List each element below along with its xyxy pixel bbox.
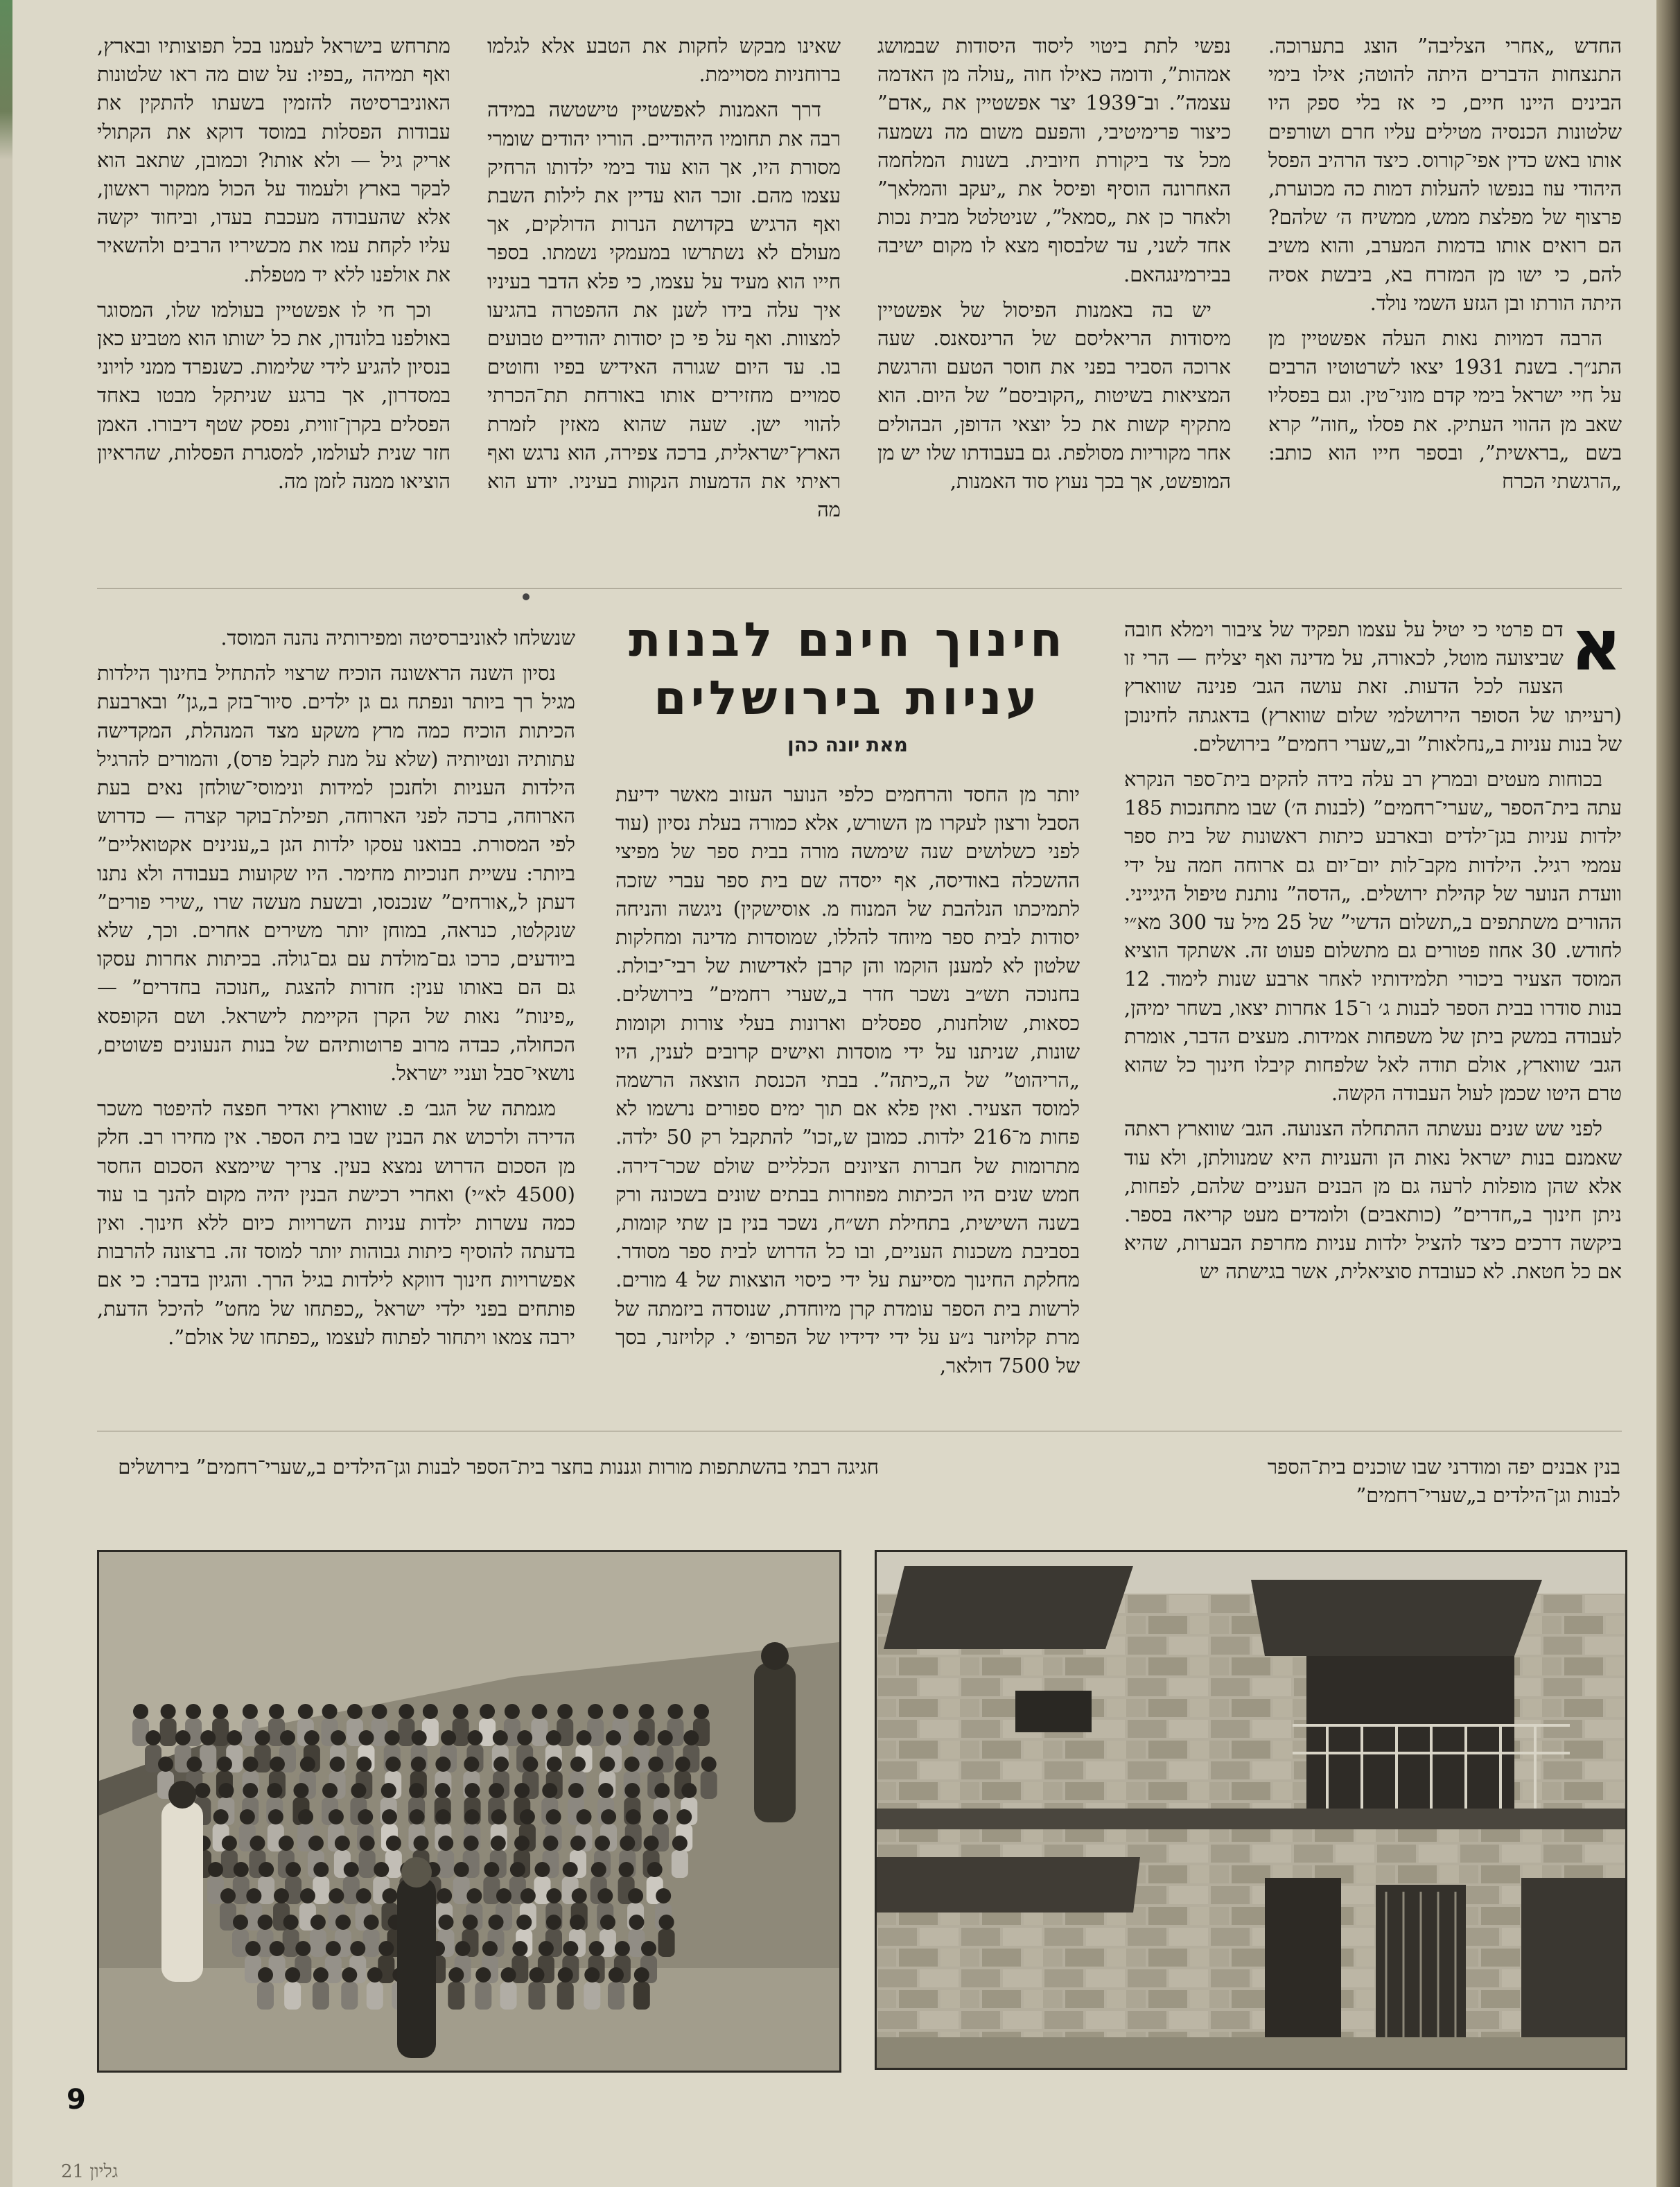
article-byline: מאת יונה כהן xyxy=(787,733,908,756)
photo-school-building xyxy=(875,1550,1627,2070)
article-right-lead: דם פרטי כי יטיל על עצמו תפקיד של ציבור וימלא חובה שביצועה מוטל, לכאורה, על מדינה ואף יצליח — הרי זו הצעה לכל הדעות. זאת עושה הגב׳ פנינה שווארץ (רעייתו של הסופר הירושלמי שלום שווארץ) בדאגתה לחינוכן של בנות עניות ב„נחלאות” וב„שערי רחמים” בירושלים. xyxy=(1124,618,1622,756)
top-col1-para: הרבה דמויות נאות העלה אפשטיין מן התנ״ך. בשנת 1931 יצאו לשרטוטיו הרבים על חיי ישראל בימי קדם מוני־טין. וגם בפסליו שאב מן ההווי העתיק. את פסלו „חוה” קרא בשם „בראשית”, ובספר חייו הוא כותב: „הרגשתי הכרח xyxy=(1268,326,1622,494)
top-col3-para: שאינו מבקש לחקות את הטבע אלא לגלמו ברוחניות מסויימת. xyxy=(487,34,841,87)
schoolgirls-crowd-image xyxy=(99,1552,839,2071)
article-right-para xyxy=(1124,616,1622,758)
photo-school-celebration xyxy=(97,1550,841,2073)
top-col3-para: דרך האמנות לאפשטיין טישטשה במידה רבה את תחומיו היהודיים. הוריו יהודים שומרי מסורת היו, אך הוא עוד בימי ילדותו הרחיק עצמו מהם. זוכר הוא עדיין את לילות השבת ואף הרגיש בקדושת הנרות הדולקים, אך מעולם לא נשתרשו במעמקי נשמתו. בספר חייו הוא מעיד על עצמו, כי פלא הדבר בעיניו איך עלה בידו לשנן את ההפטרה בהגיעו למצוות. ואף על פי כן יסודות יהודיים טבועים בו. עד היום שגורה האידיש בפיו וחוטים סמויים מחזירים אותו באורחת תת־הכרתי להווי ישן. שעה שהוא מאזין לזמרת הארץ־ישראלית, ברכה צפירה, הוא נרגש ואף ראיתי את הדמעות הנקוות בעיניו. יודע הוא מה xyxy=(487,98,841,522)
magazine-page xyxy=(12,0,1656,2187)
top-column-4 xyxy=(97,32,450,580)
headline-line-1: חינוך חינם לבנות xyxy=(629,613,1067,668)
top-column-1 xyxy=(1268,32,1622,580)
article-left-para: מגמתה של הגב׳ פ. שווארץ ואדיר חפצה להיפטר משכר הדירה ולרכוש את הבנין שבו בית הספר. אין מחירו רב. חלק מן הסכום הדרוש נמצא בעין. צריך שיימצא הסכום החסר (4500 לא״י) ואחרי רכישת הבנין יהיה מקום להנך בו עוד כמה עשרות ילדות עניות השרויות כיום ללא חינוך. ואין בדעתה להוסיף כיתות גבוהות יותר למוסד זה. ברצונה להרבות אפשרויות חינוך דווקא לילדות בגיל הרך. והגיון בדבר: כי אם פותחים בפני ילדי ישראל „כפתחו של מחט” להיכל הדעת, ירבה צמאו ויתחור לפתוח לעצמו „כפתחו של אולם”. xyxy=(97,1097,575,1349)
article-right-para: בכוחות מעטים ובמרץ רב עלה בידה להקים בית־ספר הנקרא עתה בית־הספר „שערי־רחמים” (לבנות ה׳) שבו מתחנכות 185 ילדות עניות בגן־ילדים ובארבע כיתות ראשונות של בית ספר עממי רגיל. הילדות מקב־לות יום־יום גם ארוחה חמה על ידי וועדת הנוער של קהילת ירושלים. „הדסה” נותנת טיפול היגייני. ההורים משתתפים ב„תשלום הדשי” של 25 מיל עד 300 מא״י לחודש. 30 אחוז פטורים גם מתשלום פעוט זה. אשתקד הוציא המוסד הצעיר ביכורי תלמידותיו לאחר ארבע שנות לימוד. 12 בנות סודרו בבית הספר לבנות ג׳ ו־15 אחרות יצאו, בשחר ימיהן, לעבודה במשק ביתן של משפחות אמידות. מעצים הדבר, אומרת הגב׳ שווארץ, אולם תודה לאל שלפחות קיבלו חינוך כל שהוא טרם היטו שכמן לעול העבודה הקשה. xyxy=(1124,767,1622,1106)
article-left-para: שנשלחו לאוניברסיטה ומפירותיה נהנה המוסד. xyxy=(220,626,575,650)
top-column-2 xyxy=(877,32,1231,580)
article-right-para: לפני שש שנים נעשתה ההתחלה הצנועה. הגב׳ שווארץ ראתה שאמנם בנות ישראל נאות הן והעניות היא שמנוולתן, ולא עוד אלא שהן מופלות לרעה גם מן הבנים העניים שלהם, לפחות, ניתן חינוך ב„חדרים” (כותאבים) ולומדים מעט קריאה בספר. ביקשה דרכים כיצד להציל ילדות עניות מחרפת הבערות, שהיא אם כל חטאת. לא כעובדת סוציאלית, אשר בגישתה יש xyxy=(1124,1117,1622,1284)
faint-footer-text: גליון 21 xyxy=(61,2161,119,2182)
article-center-para: יותר מן החסד והרחמים כלפי הנוער העזוב מאשר ידיעת הסבל ורצון לעקרו מן השורש, אלא כמורה בעלת נסיון (עוד לפני כשלושים שנה שימשה מורה בבית ספר של מפיצי ההשכלה באודיסה, אף ייסדה שם בית ספר עברי שזכה לתמיכתו הנלהבת של המנוח מ. אוסישקין) ניגשה והניחה יסודות לבית ספר מיוחד להללו, שמוסדות מדינה ומחלקות שלטון לא למענן הוקמו והן קרבן לאדישות של רבי־יבולת. בחנוכה תש״ב נשכר חדר ב„שערי רחמים” בירושלים. כסאות, שולחנות, ספסלים וארונות בעלי צורות וקומות שונות, שניתנו על ידי מוסדות ואישים קרובים לענין, היו „הריהוט” של ה„כיתה”. בבתי הכנסת הוצאה הרשמה למוסד הצעיר. ואין פלא אם תוך ימים ספורים נרשמו לא פחות מ־216 ילדות. כמובן ש„זכו” להתקבל רק 50 ילדה. מתרומות של חברות הציונים הכלליים שולם שכר־דירה. חמש שנים היו הכיתות מפוזרות בבתים שונים בשכונה ורק בשנה השישית, בתחילת תש״ח, נשכר בנין בן שתי קומות, בסביבת משכנות העניים, ובו כל הדרוש לבית ספר מסודר. מחלקת החינוך מסייעת על ידי כיסוי הוצאות של 4 מורים. לרשות בית הספר עומדת קרן מיוחדת, שנוסדה ביזמתה של מרת קלויזנר נ״ע על ידי ידידיו של הפרופ׳ י. קלויזנר, בסך של 7500 דולאר, xyxy=(615,783,1080,1378)
photo-caption-right: בנין אבנים יפה ומודרני שבו שוכנים בית־הספר לבנות וגן־הילדים ב„שערי־רחמים” xyxy=(1267,1455,1620,1507)
article-column-left xyxy=(97,624,575,1413)
green-page-edge xyxy=(0,0,12,159)
top-col4-para: מתרחש בישראל לעמנו בכל תפוצותיו ובארץ, ואף תמיהה „בפיו: על שום מה ראו שלטונות האוניברסיטה להזמין בשעתו להתקין את עבודות הפסלות במוסד דוקא את הקתולי אריק גיל — ולא אותו? וכמובן, שתאב הוא לבקר בארץ ולעמוד על הכול ממקור ראשון, אלא שהעבודה מעכבת בעדו, וביחוד יקשה עליו לקחת עמו את מכשיריו הרבים ולהשאיר את אולפנו ללא יד מטפלת. xyxy=(97,34,450,286)
top-column-3 xyxy=(487,32,841,580)
article-column-right xyxy=(1124,616,1622,1413)
top-col2-para: יש בה באמנות הפיסול של אפשטיין מיסודות הריאליסם של הרינסאנס. שעה ארוכה הסביר בפני את חוסר הטעם והרגשת המציאות בשיטות „הקוביסם” של היום. הוא מתקיף קשות את כל יוצאי הדופן, הבהולים אחר מקוריות מסולפת. גם בעבודתו שלו יש מן המופשט, אך בכך נעוץ סוד האמנות, xyxy=(877,297,1231,494)
photo-caption-left: חגיגה רבתי בהשתתפות מורות וגננות בחצר בית־הספר לבנות וגן־הילדים ב„שערי־רחמים” בירושלים xyxy=(118,1455,879,1479)
top-col2-para: נפשי לתת ביטוי ליסוד היסודות שבמושג אמהות”, ודומה כאילו חוה „עולה מן האדמה עצמה”. וב־1939 יצר אפשטיין את „אדם” כיצור פרימיטיבי, והפעם משום מה נשמעה מכל צד ביקורת חיובית. בשנות המלחמה האחרונה הוסיף ופיסל את „יעקב והמלאך” ולאחר כן את „סמאל”, שניטלטל מבית נכות אחד לשני, עד שלבסוף מצא לו מקום ישיבה בבירמינגהאם. xyxy=(877,34,1231,286)
ornament-dot xyxy=(523,593,530,600)
school-building-image xyxy=(877,1552,1625,2068)
article-headline xyxy=(615,611,1080,728)
headline-line-2: עניות בירושלים xyxy=(654,671,1042,726)
top-col4-para: וכך חי לו אפשטיין בעולמו שלו, המסוגר באולפנו בלונדון, את כל ישותו הוא מטביע כאן בנסיון להגיע לידי שלימות. כשנפרד ממני לויוני במסדרון, אך ברגע שניתקל מבטו באחד הפסלים בקרן־זווית, נפסק שטף דיבורו. האמן חזר שנית לעולמו, למסגרת הפסלות, שהראיון הוציאו ממנה לזמן מה. xyxy=(97,297,450,494)
top-col1-para: החדש „אחרי הצליבה” הוצג בתערוכה. התנצחות הדברים היתה להוטה; אילו בימי הבינים היינו חיים, כי אז בלי ספק היו שלטונות הכנסיה מטילים עליו חרם ושורפים אותו באש כדין אפי־קורוס. כיצד הרהיב הפסל היהודי עוז בנפשו להעלות דמות כה מכוערת, פרצוף של מפלצת ממש, ממשיח ה׳ שלהם? הם רואים אותו בדמות המערב, והוא משיב להם, כי ישו מן המזרח בא, ביבשת אסיה היתה הורתו ובן הגזע השמי נולד. xyxy=(1268,34,1622,315)
page-number: 9 xyxy=(67,2084,86,2116)
article-column-center xyxy=(615,781,1080,1413)
binding-spine xyxy=(1656,0,1680,2187)
article-left-para: נסיון השנה הראשונה הוכיח שרצוי להתחיל בחינוך הילדות מגיל רך ביותר ונפתח גם גן ילדים. סיור־בזק ב„גן” ובארבעת הכיתות הוכיח כמה מרץ משקע מצד המנהלת, המקדישה עתותיה ונטיותיה (שלא על מנת לקבל פרס), והמורים להרגיל הילדות העניות ולחנכן למידות ונימוסי־שולחן נאים בעת הארוחה, ברכה לפני הארוחה, תפילת־בוקר קצרה — כדרוש לפי המסורת. בבואנו עסקו ילדות הגן ב„ענינים אקטואליים” ביותר: עשיית חנוכיות מחימר. היו שקועות בעבודה ולא נתנו דעתן ל„אורחים” שנכנסו, ובשעת מעשה שרו „שירי פורים” שנקלטו, כנראה, במוחן יותר משירים אחרים. וכך, שלא ביודעים, כרכו גם־מולדת עם גם־גולה. בכיתות אחרות עסקו גם הם באותו ענין: חזרות להצגת „חנוכה בחדרים” — „פינות” נאות של הקרן הקיימת לישראל. ושם הקופסא הכחולה, כבדה מרוב פרוטותיהם של בנות הנעונים פשוטים, נושאי־סבל ועניי ישראל. xyxy=(97,661,575,1086)
drop-cap: א xyxy=(1570,616,1622,687)
section-divider xyxy=(97,588,1622,589)
